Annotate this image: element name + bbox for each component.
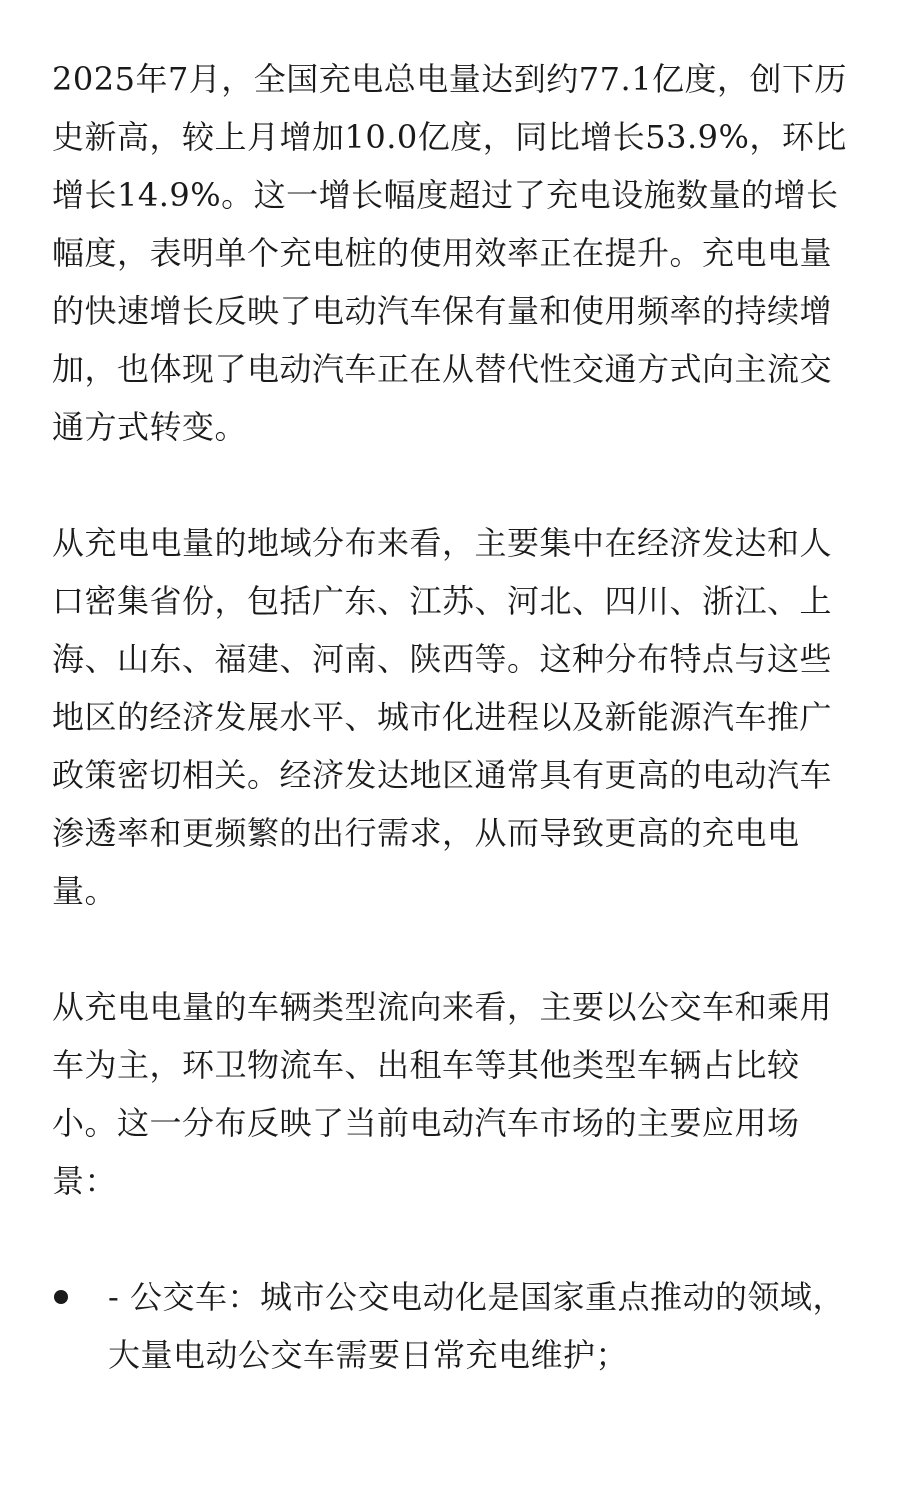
list-item-text: - 公交车：城市公交电动化是国家重点推动的领域，大量电动公交车需要日常充电维护； [108, 1278, 845, 1374]
paragraph-regional-distribution: 从充电电量的地域分布来看，主要集中在经济发达和人口密集省份，包括广东、江苏、河北、四川、浙江、上海、山东、福建、河南、陕西等。这种分布特点与这些地区的经济发展水平、城市化进程以及新能源汽车推广政策密切相关。经济发达地区通常具有更高的电动汽车渗透率和更频繁的出行需求，从而导致更高的充电电量。 [52, 524, 833, 910]
paragraph-vehicle-types: 从充电电量的车辆类型流向来看，主要以公交车和乘用车为主，环卫物流车、出租车等其他类型车辆占比较小。这一分布反映了当前电动汽车市场的主要应用场景： [52, 988, 833, 1200]
paragraph-charging-volume: 2025年7月，全国充电总电量达到约77.1亿度，创下历史新高，较上月增加10.0亿度，同比增长53.9%，环比增长14.9%。这一增长幅度超过了充电设施数量的增长幅度，表明单个充电桩的使用效率正在提升。充电电量的快速增长反映了电动汽车保有量和使用频率的持续增加，也体现了电动汽车正在从替代性交通方式向主流交通方式转变。 [52, 60, 848, 446]
bullet-dot-icon [54, 1290, 68, 1304]
bullet-list [52, 1268, 852, 1384]
article-body [52, 50, 852, 1384]
list-item [52, 1268, 852, 1384]
